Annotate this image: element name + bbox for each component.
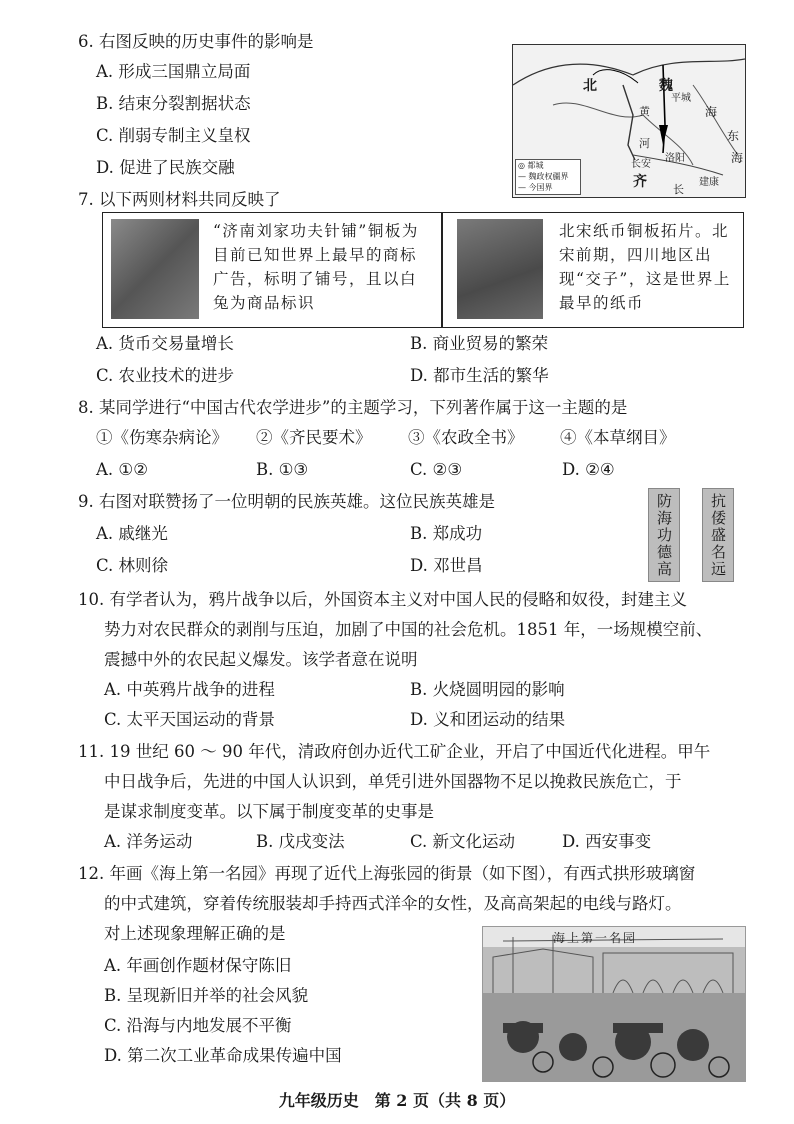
q12-line-3: 对上述现象理解正确的是 — [104, 924, 286, 943]
map-label-hai2: 海 — [731, 151, 744, 165]
q8-book-2: ②《齐民要术》 — [256, 428, 372, 447]
q11-line-1: 11. 19 世纪 60 ～ 90 年代，清政府创办近代工矿企业，开启了中国近代化进程。甲午 — [78, 742, 711, 761]
q12-option-d: D. 第二次工业革命成果传遍中国 — [104, 1046, 342, 1065]
map-label-hai1: 海 — [705, 105, 718, 119]
q10-line-1: 10. 有学者认为，鸦片战争以后，外国资本主义对中国人民的侵略和奴役，封建主义 — [78, 590, 687, 609]
q11-option-c: C. 新文化运动 — [410, 832, 516, 851]
legend-modern-border: — 今国界 — [518, 183, 553, 192]
map-label-chang: 长 — [673, 183, 684, 196]
q8-option-c: C. ②③ — [410, 460, 463, 479]
map-label-wei: 魏 — [659, 78, 673, 94]
q12-line-1: 12. 年画《海上第一名园》再现了近代上海张园的街景（如下图），有西式拱形玻璃窗 — [78, 864, 696, 883]
q9-option-a: A. 戚继光 — [96, 524, 168, 543]
q7-option-b: B. 商业贸易的繁荣 — [410, 334, 549, 353]
q7-stem: 7. 以下两则材料共同反映了 — [78, 190, 281, 209]
map-label-qi: 齐 — [633, 174, 647, 190]
q8-option-d: D. ②④ — [562, 460, 615, 479]
map-label-yellow1: 黄 — [639, 105, 650, 118]
q7-option-c: C. 农业技术的进步 — [96, 366, 235, 385]
q6-stem: 6. 右图反映的历史事件的影响是 — [78, 32, 314, 51]
copper-plate-image-1 — [111, 219, 199, 319]
page-footer: 九年级历史 第 2 页（共 8 页） — [278, 1091, 516, 1110]
q7-option-d: D. 都市生活的繁华 — [410, 366, 549, 385]
q12-line-2: 的中式建筑，穿着传统服装却手持西式洋伞的女性，及高高架起的电线与路灯。 — [104, 894, 682, 913]
q10-option-d: D. 义和团运动的结果 — [410, 710, 566, 729]
map-label-dong: 东 — [727, 129, 740, 143]
q8-stem: 8. 某同学进行“中国古代农学进步”的主题学习，下列著作属于这一主题的是 — [78, 398, 628, 417]
q11-option-d: D. 西安事变 — [562, 832, 652, 851]
q10-line-2: 势力对农民群众的剥削与压迫，加剧了中国的社会危机。1851 年，一场规模空前、 — [104, 620, 713, 639]
map-label-yellow2: 河 — [639, 137, 650, 150]
map-legend — [515, 159, 581, 195]
map-label-pingcheng: 平城 — [671, 93, 691, 104]
nianhua-caption: 海上第一名园 — [553, 931, 638, 945]
q7-material-2: 北宋纸币铜板拓片。北宋前期，四川地区出现“交子”，这是世界上最早的纸币 — [559, 222, 731, 312]
q6-option-a: A. 形成三国鼎立局面 — [96, 62, 251, 81]
q9-stem: 9. 右图对联赞扬了一位明朝的民族英雄。这位民族英雄是 — [78, 492, 495, 511]
q7-option-a: A. 货币交易量增长 — [96, 334, 234, 353]
map-label-luoyang: 洛阳 — [665, 153, 685, 164]
q6-option-d: D. 促进了民族交融 — [96, 158, 235, 177]
nianhua-picture — [482, 926, 746, 1082]
q9-option-d: D. 邓世昌 — [410, 556, 483, 575]
copper-plate-image-2 — [457, 219, 543, 319]
q11-line-3: 是谋求制度变革。以下属于制度变革的史事是 — [104, 802, 434, 821]
q8-option-a: A. ①② — [96, 460, 148, 479]
material-divider — [441, 213, 443, 327]
q10-option-b: B. 火烧圆明园的影响 — [410, 680, 565, 699]
legend-capital: ◎ 都城 — [518, 161, 544, 170]
q11-option-b: B. 戊戌变法 — [256, 832, 345, 851]
couplet-left-scroll: 防海功德高 — [648, 488, 680, 582]
couplet-right-scroll: 抗倭盛名远 — [702, 488, 734, 582]
q10-option-c: C. 太平天国运动的背景 — [104, 710, 276, 729]
q7-material-1: “济南刘家功夫针铺”铜板为目前已知世界上最早的商标广告，标明了铺号，且以白兔为商品标识 — [213, 222, 419, 312]
map-label-changan: 长安 — [631, 159, 651, 170]
q12-option-a: A. 年画创作题材保守陈旧 — [104, 956, 292, 975]
map-label-north: 北 — [583, 78, 597, 94]
q6-map — [512, 44, 746, 198]
q8-book-1: ①《伤寒杂病论》 — [96, 428, 228, 447]
legend-wei-border: — 魏政权疆界 — [518, 172, 569, 181]
q6-option-c: C. 削弱专制主义皇权 — [96, 126, 251, 145]
q8-book-4: ④《本草纲目》 — [560, 428, 676, 447]
q6-option-b: B. 结束分裂割据状态 — [96, 94, 251, 113]
q9-option-b: B. 郑成功 — [410, 524, 483, 543]
q10-option-a: A. 中英鸦片战争的进程 — [104, 680, 275, 699]
map-label-jiankang: 建康 — [699, 177, 719, 188]
q8-option-b: B. ①③ — [256, 460, 309, 479]
q10-line-3: 震撼中外的农民起义爆发。该学者意在说明 — [104, 650, 418, 669]
q9-option-c: C. 林则徐 — [96, 556, 169, 575]
q8-book-3: ③《农政全书》 — [408, 428, 524, 447]
q12-option-b: B. 呈现新旧并举的社会风貌 — [104, 986, 309, 1005]
q11-option-a: A. 洋务运动 — [104, 832, 193, 851]
q11-line-2: 中日战争后，先进的中国人认识到，单凭引进外国器物不足以挽救民族危亡，于 — [104, 772, 682, 791]
q12-option-c: C. 沿海与内地发展不平衡 — [104, 1016, 292, 1035]
q7-material-box — [102, 212, 744, 328]
